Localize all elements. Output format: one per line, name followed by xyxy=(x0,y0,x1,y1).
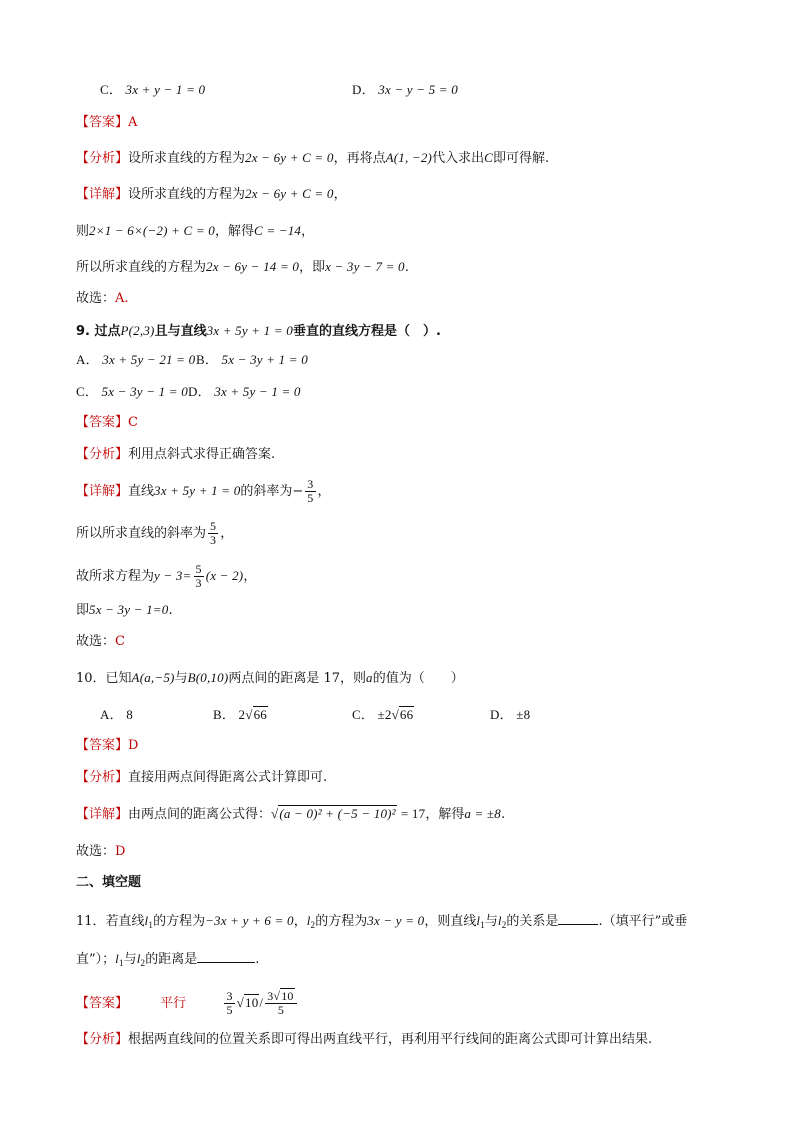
q9-step-1: 所以所求直线的斜率为 $\frac{5}{3}$ ， xyxy=(76,519,234,547)
q9-slope-fraction: $\frac{3}{5}$ xyxy=(307,477,314,505)
q9-analysis: 【分析】利用点斜式求得正确答案. xyxy=(76,447,276,462)
q11-answer-fraction-alt: $\frac{3√10}{5}$ xyxy=(265,990,296,1017)
q11-answer: 【答案】 平行 $\frac{3}{5}$ √10/ $\frac{3√10}{5}$ xyxy=(76,990,299,1017)
q10-detail: 【详解】由两点间的距离公式得：√(a − 0)² + (−5 − 10)² = 17，解得a = ±8. xyxy=(76,806,506,822)
q11-analysis: 【分析】根据两直线间的位置关系即可得出两直线平行，再利用平行线间的距离公式即可计算出结果. xyxy=(76,1032,653,1047)
q10-choose: 故选：D xyxy=(76,844,126,859)
q9-perp-slope-fraction: $\frac{5}{3}$ xyxy=(210,519,217,547)
q10-option-b: B． 2√66 xyxy=(213,707,267,722)
q9-option-b: B． 5x − 3y + 1 = 0 xyxy=(196,352,308,367)
q10-answer: 【答案】D xyxy=(76,738,139,753)
q8-step-1: 则2×1 − 6×(−2) + C = 0，解得C = −14， xyxy=(76,223,315,239)
q11-blank-relation[interactable] xyxy=(558,910,598,925)
q8-choose: 故选：A. xyxy=(76,291,129,306)
q11-stem: 11．若直线$l_1$的方程为−3x + y + 6 = 0，$l_2$的方程为3x − y = 0，则直线$l_1$与$l_2$的关系是 .（填平行”或垂 xyxy=(76,910,687,935)
q9-option-c: C． 5x − 3y − 1 = 0 xyxy=(76,384,188,399)
section-title-fill-in: 二、填空题 xyxy=(76,875,142,890)
q8-detail: 【详解】设所求直线的方程为2x − 6y + C = 0， xyxy=(76,186,347,202)
q8-option-d: D． 3x − y − 5 = 0 xyxy=(352,82,458,97)
q8-analysis: 【分析】设所求直线的方程为2x − 6y + C = 0，再将点A(1, −2)代入求出C即可得解. xyxy=(76,150,550,166)
q11-answer-fraction: $\frac{3}{5}$ xyxy=(226,989,233,1017)
q9-step-2: 故所求方程为y − 3= $\frac{5}{3}$ (x − 2)， xyxy=(76,562,257,590)
q10-stem: 10．已知A(a,−5)与B(0,10)两点间的距离是 17，则a的值为（ ） xyxy=(76,670,464,686)
q9-detail: 【详解】直线3x + 5y + 1 = 0的斜率为− $\frac{3}{5}$ ， xyxy=(76,477,331,505)
q9-stem: 9. 过点P(2,3)且与直线3x + 5y + 1 = 0垂直的直线方程是（ ）. xyxy=(76,323,441,339)
q8-answer: 【答案】A xyxy=(76,115,138,130)
q10-distance-radicand: (a − 0)² + (−5 − 10)² xyxy=(279,806,396,821)
q9-answer: 【答案】C xyxy=(76,415,138,430)
q11-blank-distance[interactable] xyxy=(197,948,255,963)
q8-option-c-eq: 3x + y − 1 = 0 xyxy=(125,82,206,97)
q9-option-d: D． 3x + 5y − 1 = 0 xyxy=(188,384,301,399)
q11-stem-line-2: 直”）；$l_1$与$l_2$的距离是 . xyxy=(76,948,259,973)
q8-option-c: C． 3x + y − 1 = 0 xyxy=(100,82,206,97)
q9-equation-fraction: $\frac{5}{3}$ xyxy=(195,562,202,590)
q10-option-a: A． 8 xyxy=(100,707,133,722)
q8-step-2: 所以所求直线的方程为2x − 6y − 14 = 0，即x − 3y − 7 = 0. xyxy=(76,259,409,275)
q9-option-a: A． 3x + 5y − 21 = 0 xyxy=(76,352,196,367)
q10-analysis: 【分析】直接用两点间得距离公式计算即可. xyxy=(76,770,328,785)
q10-option-d: D． ±8 xyxy=(490,707,531,722)
q8-option-d-eq: 3x − y − 5 = 0 xyxy=(378,82,458,97)
q10-option-c: C． ±2√66 xyxy=(352,707,414,722)
q9-step-3: 即5x − 3y − 1=0. xyxy=(76,602,173,618)
q9-choose: 故选：C xyxy=(76,634,125,649)
